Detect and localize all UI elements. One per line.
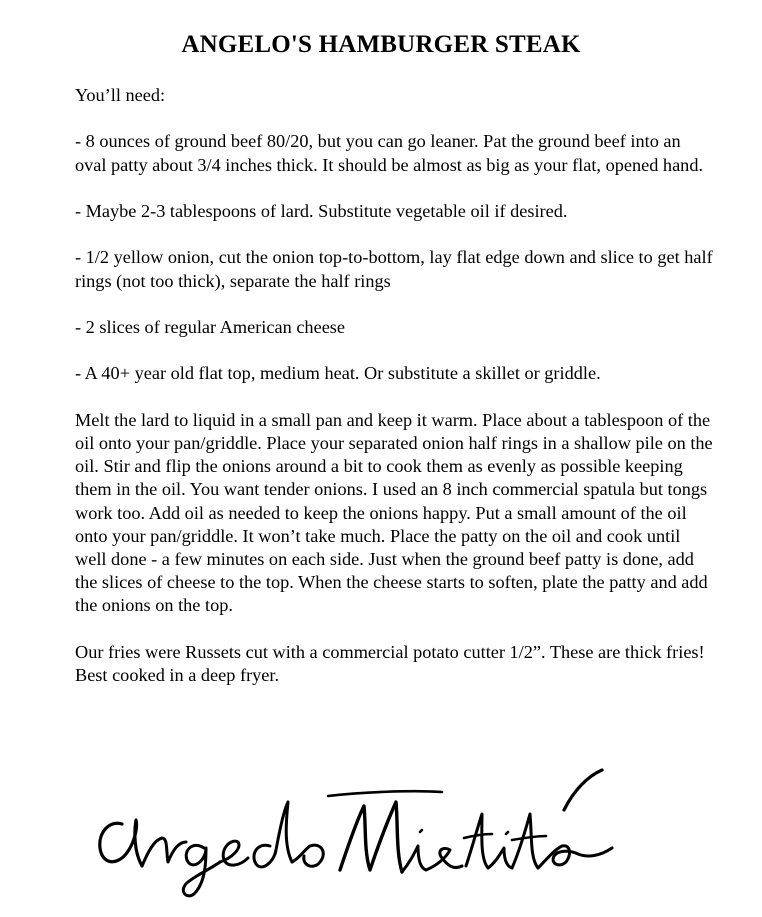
fries-note: Our fries were Russets cut with a commercial potato cutter 1/2”. These are thick fries! Best cooked in a deep fryer. xyxy=(75,641,705,685)
cooking-instructions: Melt the lard to liquid in a small pan and keep it warm. Place about a tablespoon of the oil onto your pan/griddle. Place your separated onion half rings in a shallow pile on the oil. Stir and flip the onions around a bit to cook them as evenly as possible keeping them in the oil. You want tender onions. I used an 8 inch commercial spatula but tongs work too. Add oil as needed to keep the onions happy. Put a small amount of the oil onto your pan/griddle. It won’t take much. Place the patty on the oil and cook until well done - a few minutes on each side. Just when the ground beef patty is done, add the slices of cheese to the top. When the cheese starts to soften, plate the patty and add the onions on the top. xyxy=(75,409,713,616)
ingredient-item-onion: - 1/2 yellow onion, cut the onion top-to-bottom, lay flat edge down and slice to get half rings (not too thick), separate the half rings xyxy=(75,247,713,291)
ingredient-item-cheese: - 2 slices of regular American cheese xyxy=(75,316,346,337)
recipe-body xyxy=(75,84,715,710)
ingredient-item-lard: - Maybe 2-3 tablespoons of lard. Substitute vegetable oil if desired. xyxy=(75,200,568,221)
ingredient-item-beef: - 8 ounces of ground beef 80/20, but you can go leaner. Pat the ground beef into an oval patty about 3/4 inches thick. It should be almost as big as your flat, opened hand. xyxy=(75,131,704,175)
ingredient-item-flat-top: - A 40+ year old flat top, medium heat. Or substitute a skillet or griddle. xyxy=(75,363,601,384)
recipe-title: ANGELO'S HAMBURGER STEAK xyxy=(181,31,581,58)
handwritten-signature xyxy=(92,762,652,902)
ingredients-intro: You’ll need: xyxy=(75,85,166,105)
